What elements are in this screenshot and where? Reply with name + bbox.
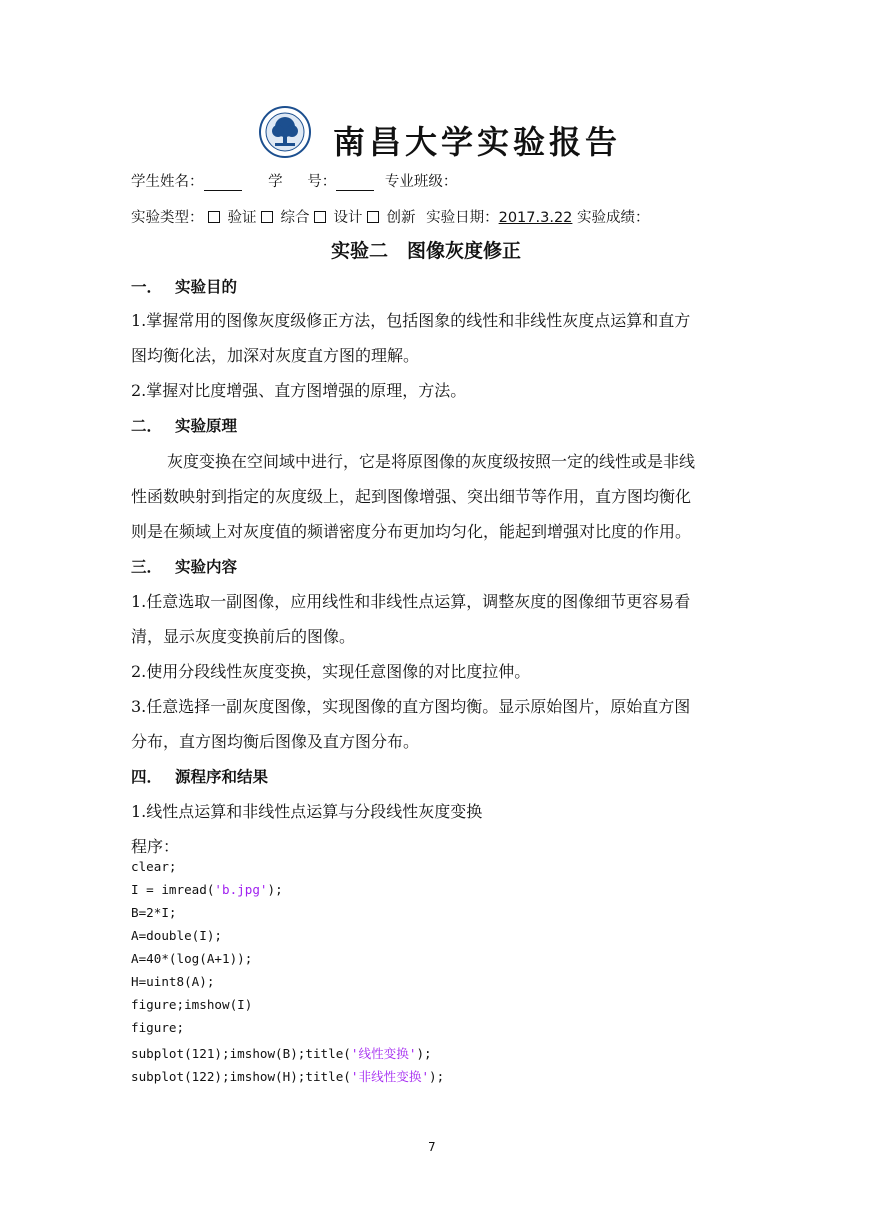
paragraph-line: 1.掌握常用的图像灰度级修正方法，包括图象的线性和非线性灰度点运算和直方 xyxy=(131,311,691,330)
paragraph-line: 清，显示灰度变换前后的图像。 xyxy=(131,627,356,646)
subsection-title: 1.线性点运算和非线性点运算与分段线性灰度变换 xyxy=(131,802,483,821)
checkbox-verify xyxy=(208,211,220,223)
section-title: 实验原理 xyxy=(175,417,238,435)
date-value: 2017.3.22 xyxy=(498,210,573,226)
section-heading-source xyxy=(131,765,268,787)
section-heading-principle xyxy=(131,414,237,436)
date-label: 实验日期： xyxy=(426,210,499,226)
score-label: 实验成绩： xyxy=(577,210,650,226)
checkbox-innovate xyxy=(367,211,379,223)
student-name-label: 学生姓名： xyxy=(131,174,204,190)
section-number: 四． xyxy=(131,768,163,786)
paragraph-line: 分布，直方图均衡后图像及直方图分布。 xyxy=(131,732,420,751)
code-string: '线性变换' xyxy=(350,1046,417,1061)
code-string: 'b.jpg' xyxy=(214,882,268,897)
code-line: B=2*I; xyxy=(131,905,177,920)
code-line xyxy=(131,1066,444,1085)
code-line xyxy=(131,1043,432,1062)
checkbox-comprehensive xyxy=(261,211,273,223)
experiment-type-line xyxy=(131,206,650,227)
code-token: ); xyxy=(416,1046,432,1061)
code-string: '非线性变换' xyxy=(350,1069,430,1084)
code-token: subplot(122);imshow(H);title( xyxy=(131,1069,351,1084)
student-info-line xyxy=(131,170,457,191)
section-heading-content xyxy=(131,555,237,577)
paragraph-line: 2.使用分段线性灰度变换，实现任意图像的对比度拉伸。 xyxy=(131,662,531,681)
section-heading-purpose xyxy=(131,275,237,297)
code-line: A=40*(log(A+1)); xyxy=(131,951,253,966)
code-token: subplot(121);imshow(B);title( xyxy=(131,1046,351,1061)
page-number: 7 xyxy=(428,1140,436,1154)
code-line: A=double(I); xyxy=(131,928,222,943)
code-line: figure; xyxy=(131,1020,185,1035)
class-label: 专业班级： xyxy=(384,174,458,190)
type-option-comprehensive: 综合 xyxy=(280,210,310,226)
report-title: 南昌大学实验报告 xyxy=(333,123,622,161)
code-line: figure;imshow(I) xyxy=(131,997,253,1012)
section-title: 源程序和结果 xyxy=(175,768,269,786)
student-id-label-1: 学 xyxy=(268,174,283,190)
section-title: 实验内容 xyxy=(175,558,238,576)
section-title: 实验目的 xyxy=(175,278,238,296)
student-name-blank xyxy=(204,175,242,191)
program-label: 程序： xyxy=(131,837,180,856)
student-id-label-2: 号： xyxy=(307,174,337,190)
type-option-innovate: 创新 xyxy=(386,210,416,226)
student-id-blank xyxy=(336,175,374,191)
type-option-verify: 验证 xyxy=(227,210,257,226)
code-line: clear; xyxy=(131,859,177,874)
section-number: 一． xyxy=(131,278,163,296)
code-token: I = imread( xyxy=(131,882,215,897)
code-token: ); xyxy=(267,882,283,897)
experiment-title: 实验二 图像灰度修正 xyxy=(331,240,522,262)
paragraph-line: 则是在频域上对灰度值的频谱密度分布更加均匀化，能起到增强对比度的作用。 xyxy=(131,522,692,541)
checkbox-design xyxy=(314,211,326,223)
paragraph-line: 性函数映射到指定的灰度级上，起到图像增强、突出细节等作用，直方图均衡化 xyxy=(131,487,692,506)
paragraph-line: 图均衡化法，加深对灰度直方图的理解。 xyxy=(131,346,420,365)
section-number: 三． xyxy=(131,558,163,576)
section-number: 二． xyxy=(131,417,163,435)
paragraph-line: 3.任意选择一副灰度图像，实现图像的直方图均衡。显示原始图片，原始直方图 xyxy=(131,697,691,716)
paragraph-line: 灰度变换在空间域中进行，它是将原图像的灰度级按照一定的线性或是非线 xyxy=(167,452,696,471)
code-line xyxy=(131,882,283,897)
paragraph-line: 1.任意选取一副图像，应用线性和非线性点运算，调整灰度的图像细节更容易看 xyxy=(131,592,691,611)
code-token: ); xyxy=(429,1069,445,1084)
paragraph-line: 2.掌握对比度增强、直方图增强的原理，方法。 xyxy=(131,381,467,400)
type-option-design: 设计 xyxy=(333,210,363,226)
type-label: 实验类型： xyxy=(131,210,204,226)
code-line: H=uint8(A); xyxy=(131,974,215,989)
university-seal-logo xyxy=(259,106,311,158)
